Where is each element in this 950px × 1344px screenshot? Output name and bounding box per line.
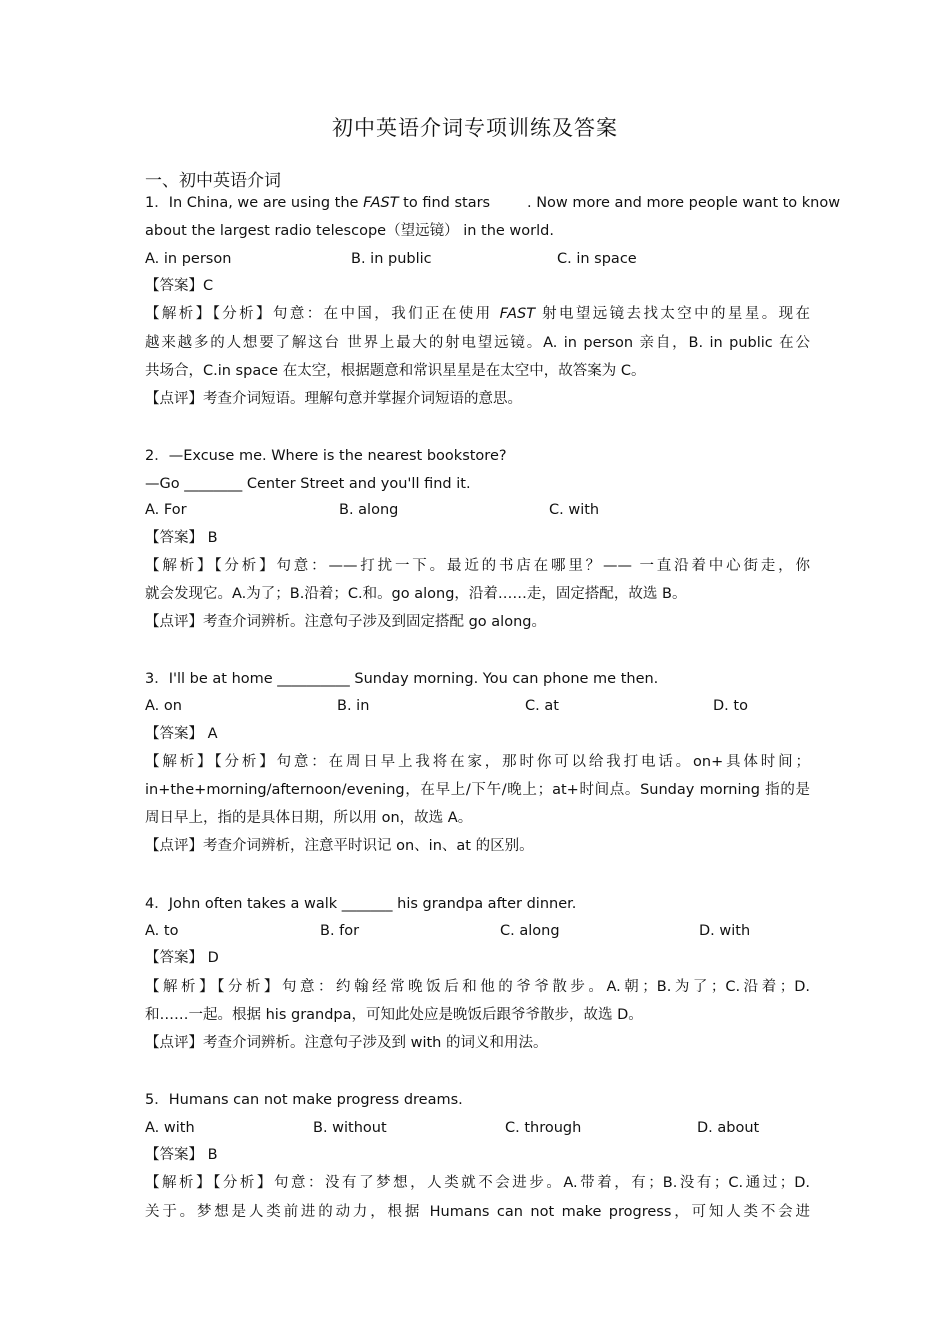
q5-options <box>145 1118 810 1138</box>
q2-analysis-line-2: 就会发现它。A.为了；B.沿着；C.和。go along，沿着……走，固定搭配，故选 B。 <box>145 586 687 602</box>
q1-option-a: A. in person <box>145 251 232 267</box>
q3-option-b: B. in <box>337 698 370 714</box>
section-heading: 一、初中英语介词 <box>145 171 281 191</box>
q4-comment: 【点评】考查介词辨析。注意句子涉及到 with 的词义和用法。 <box>145 1035 548 1051</box>
q3-options <box>145 696 810 716</box>
q1-stem-line-2: about the largest radio telescope（望远镜） in the world. <box>145 223 554 239</box>
q3-option-a: A. on <box>145 698 182 714</box>
q2-analysis-line-1: 【解析】【分析】句意：——打扰一下。最近的书店在哪里？—— 一直沿着中心街走，你 <box>145 558 810 574</box>
q5-option-b: B. without <box>313 1120 387 1136</box>
q4-answer: 【答案】 D <box>145 950 219 966</box>
document-title: 初中英语介词专项训练及答案 <box>332 116 618 140</box>
q1-options <box>145 249 810 269</box>
q3-analysis-line-3: 周日早上，指的是具体日期，所以用 on，故选 A。 <box>145 810 473 826</box>
q4-option-a: A. to <box>145 923 179 939</box>
q5-option-d: D. about <box>697 1120 760 1136</box>
q1-answer: 【答案】C <box>145 278 214 294</box>
q5-option-c: C. through <box>505 1120 582 1136</box>
q2-answer: 【答案】 B <box>145 530 218 546</box>
q1-option-b: B. in public <box>351 251 432 267</box>
q4-analysis-line-2: 和……一起。根据 his grandpa，可知此处应是晚饭后跟爷爷散步，故选 D。 <box>145 1007 643 1023</box>
q1-stem-line-1: 1．In China, we are using the FAST to find stars . Now more and more people want to know <box>145 195 841 211</box>
q4-option-c: C. along <box>500 923 560 939</box>
q5-option-a: A. with <box>145 1120 195 1136</box>
q2-option-a: A. For <box>145 502 187 518</box>
q4-options <box>145 921 810 941</box>
q2-comment: 【点评】考查介词辨析。注意句子涉及到固定搭配 go along。 <box>145 614 546 630</box>
q3-analysis-line-1: 【解析】【分析】句意：在周日早上我将在家，那时你可以给我打电话。on+具体时间； <box>145 754 810 770</box>
q3-comment: 【点评】考查介词辨析，注意平时识记 on、in、at 的区别。 <box>145 838 534 854</box>
q3-option-c: C. at <box>525 698 559 714</box>
q2-stem-line-1: 2．—Excuse me. Where is the nearest bookstore? <box>145 448 507 464</box>
q2-option-b: B. along <box>339 502 399 518</box>
q2-option-c: C. with <box>549 502 600 518</box>
q3-answer: 【答案】 A <box>145 726 218 742</box>
q1-analysis-line-3: 共场合，C.in space 在太空，根据题意和常识星星是在太空中，故答案为 C。 <box>145 363 646 379</box>
q5-answer: 【答案】 B <box>145 1147 218 1163</box>
q5-stem-line-1: 5．Humans can not make progress dreams. <box>145 1092 463 1108</box>
q5-analysis-line-1: 【解析】【分析】句意：没有了梦想，人类就不会进步。A.带着，有；B.没有；C.通过；D. <box>145 1175 810 1191</box>
q4-stem-line-1: 4．John often takes a walk _______ his grandpa after dinner. <box>145 896 577 912</box>
q1-analysis-line-1: 【解析】【分析】句意：在中国，我们正在使用 FAST 射电望远镜去找太空中的星星。现在 <box>145 306 811 322</box>
q2-options <box>145 500 810 520</box>
q2-stem-line-2: —Go ________ Center Street and you'll find it. <box>145 476 471 492</box>
q5-analysis-line-2: 关于。梦想是人类前进的动力，根据 Humans can not make progress，可知人类不会进 <box>145 1204 810 1220</box>
q3-option-d: D. to <box>713 698 748 714</box>
q3-stem-line-1: 3．I'll be at home __________ Sunday morning. You can phone me then. <box>145 671 659 687</box>
q4-option-b: B. for <box>320 923 360 939</box>
q3-analysis-line-2: in+the+morning/afternoon/evening，在早上/下午/晚上；at+时间点。Sunday morning 指的是 <box>145 782 810 798</box>
q1-comment: 【点评】考查介词短语。理解句意并掌握介词短语的意思。 <box>145 391 522 407</box>
q4-option-d: D. with <box>699 923 751 939</box>
q4-analysis-line-1: 【解析】【分析】句意：约翰经常晚饭后和他的爷爷散步。A.朝；B.为了；C.沿着；D. <box>145 979 810 995</box>
q1-analysis-line-2: 越来越多的人想要了解这台 世界上最大的射电望远镜。A. in person 亲自，B. in public 在公 <box>145 335 810 351</box>
q1-option-c: C. in space <box>557 251 637 267</box>
